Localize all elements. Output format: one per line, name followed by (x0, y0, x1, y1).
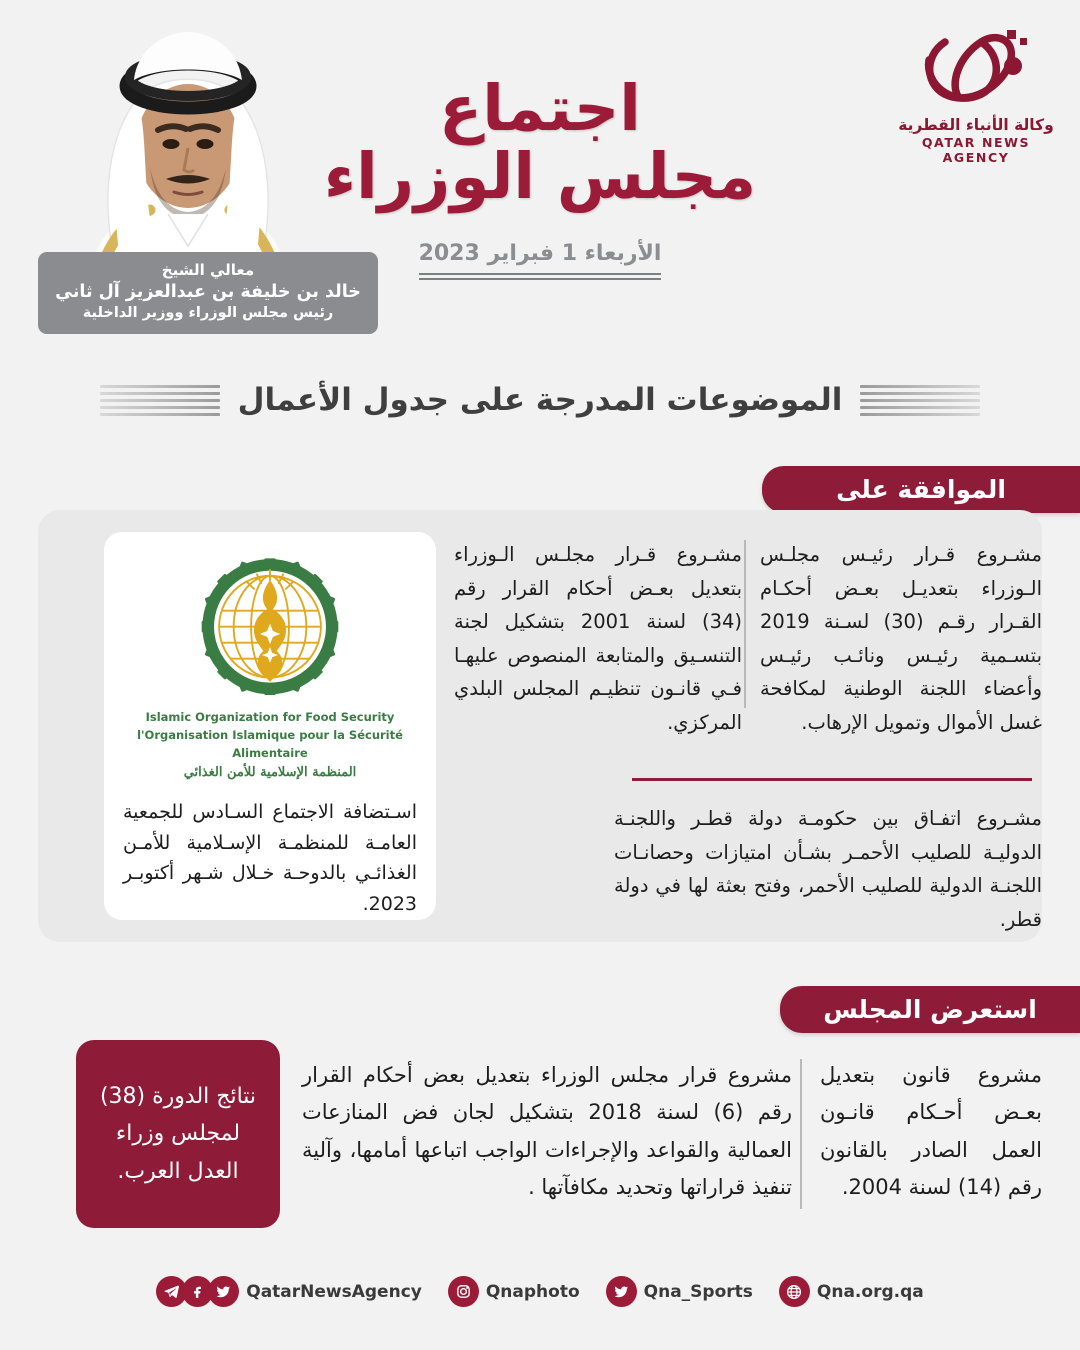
review-item-labor-law: مشروع قانون بتعديل بعـض أحـكام قانـون العمل الصادر بالقانون رقم (14) لسنة 2004. (820, 1063, 1042, 1200)
approval-item-icrc-agreement: مشـروع اتفـاق بين حكومـة دولة قطـر واللجنـة الدوليـة للصليب الأحمـر بشـأن امتيازات وحصانـات اللجنـة الدولية للصليب الأحمر، وفتح بعثة لها في دولة قطر. (614, 807, 1042, 931)
twitter-icon[interactable] (606, 1276, 637, 1307)
iofs-logo-text (104, 709, 436, 783)
date-underline-rules (419, 273, 662, 280)
date-block (419, 241, 662, 280)
qna-logo-english: QATAR NEWS AGENCY (921, 135, 1031, 165)
agenda-section-heading (0, 382, 1080, 418)
social-group-website[interactable] (779, 1276, 924, 1307)
review-panel (38, 1035, 1042, 1235)
banner-approval (762, 466, 1080, 513)
caption-line-1: معالي الشيخ (161, 261, 255, 279)
social-label-website: Qna.org.qa (816, 1281, 924, 1302)
approval-panel (38, 510, 1042, 942)
heading-rule-right (860, 385, 980, 416)
banner-review (780, 986, 1080, 1033)
twitter-icon[interactable] (208, 1276, 239, 1307)
header (0, 0, 1080, 355)
review-item-arab-justice-ministers (76, 1040, 280, 1228)
globe-icon[interactable] (779, 1276, 810, 1307)
social-label-qnasports: Qna_Sports (643, 1281, 753, 1302)
divider-horizontal-1 (632, 778, 1032, 781)
caption-line-2: خالد بن خليفة بن عبدالعزيز آل ثاني (55, 281, 361, 302)
social-footer (0, 1276, 1080, 1307)
title-line-2: مجلس الوزراء (323, 140, 757, 214)
social-group-qnaphoto[interactable] (448, 1276, 580, 1307)
agenda-heading-text: الموضوعات المدرجة على جدول الأعمال (237, 382, 843, 418)
social-label-qnaphoto: Qnaphoto (485, 1281, 580, 1302)
review-item-labor-disputes: مشروع قرار مجلس الوزراء بتعديل بعض أحكام القرار رقم (6) لسنة 2018 بتشكيل لجان فض المنازعات العمالية والقواعد والإجراءات الواجب اتباعها أمامها، وآلية تنفيذ قراراتها وتحديد مكافآتها . (302, 1063, 792, 1200)
social-group-qnasports[interactable] (606, 1276, 753, 1307)
caption-line-3: رئيس مجلس الوزراء ووزير الداخلية (82, 304, 334, 321)
instagram-icon[interactable] (448, 1276, 479, 1307)
social-group-qatarnewsagency[interactable] (156, 1276, 422, 1307)
iofs-logo-card (104, 532, 436, 920)
approval-item-municipal-council: مشـروع قـرار مجلـس الـوزراء بتعديل بعـض أحكام القرار رقم (34) لسنة 2001 بتشكيل لجنة التنسـيق والمتابعة المنصوص عليهـا فـي قانـون تنظيـم المجلس البلدي المركزي. (454, 543, 742, 734)
date-text: الأربعاء 1 فبراير 2023 (418, 241, 662, 267)
iofs-card-caption: اسـتضافة الاجتماع السـادس للجمعية العامـة للمنظمـة الإسـلامية للأمـن الغذائـي بالدوحـة خـلال شـهر أكتوبـر 2023. (123, 800, 417, 916)
qna-logo-arabic: وكالة الأنباء القطرية (898, 116, 1054, 134)
iofs-name-arabic: المنظمة الإسلامية للأمن الغذائي (183, 764, 357, 780)
heading-rule-left (100, 385, 220, 416)
approval-item-aml-committee: مشـروع قـرار رئيـس مجلـس الـوزراء بتعديـل بعـض أحكـام القـرار رقـم (30) لسـنة 2019 بتسـمية رئيـس ونائـب رئيـس وأعضاء اللجنة الوطنية لمكافحة غسل الأموال وتمويل الإرهاب. (760, 543, 1042, 734)
qna-atom-icon (915, 22, 1037, 112)
title-line-1: اجتماع (439, 72, 641, 145)
iofs-name-french: l'Organisation Islamique pour la Sécurité Alimentaire (137, 728, 403, 760)
banner-approval-label: الموافقة على (836, 475, 1006, 504)
iofs-name-english: Islamic Organization for Food Security (145, 710, 395, 725)
divider-vertical-2 (800, 1059, 802, 1209)
social-label-qatarnewsagency: QatarNewsAgency (246, 1281, 422, 1302)
divider-vertical-1 (744, 540, 746, 708)
banner-review-label: استعرض المجلس (823, 995, 1037, 1024)
iofs-logo-icon (172, 554, 368, 699)
red-card-text: نتائج الدورة (38) لمجلس وزراء العدل العرب. (99, 1083, 257, 1184)
qna-logo (896, 22, 1056, 165)
